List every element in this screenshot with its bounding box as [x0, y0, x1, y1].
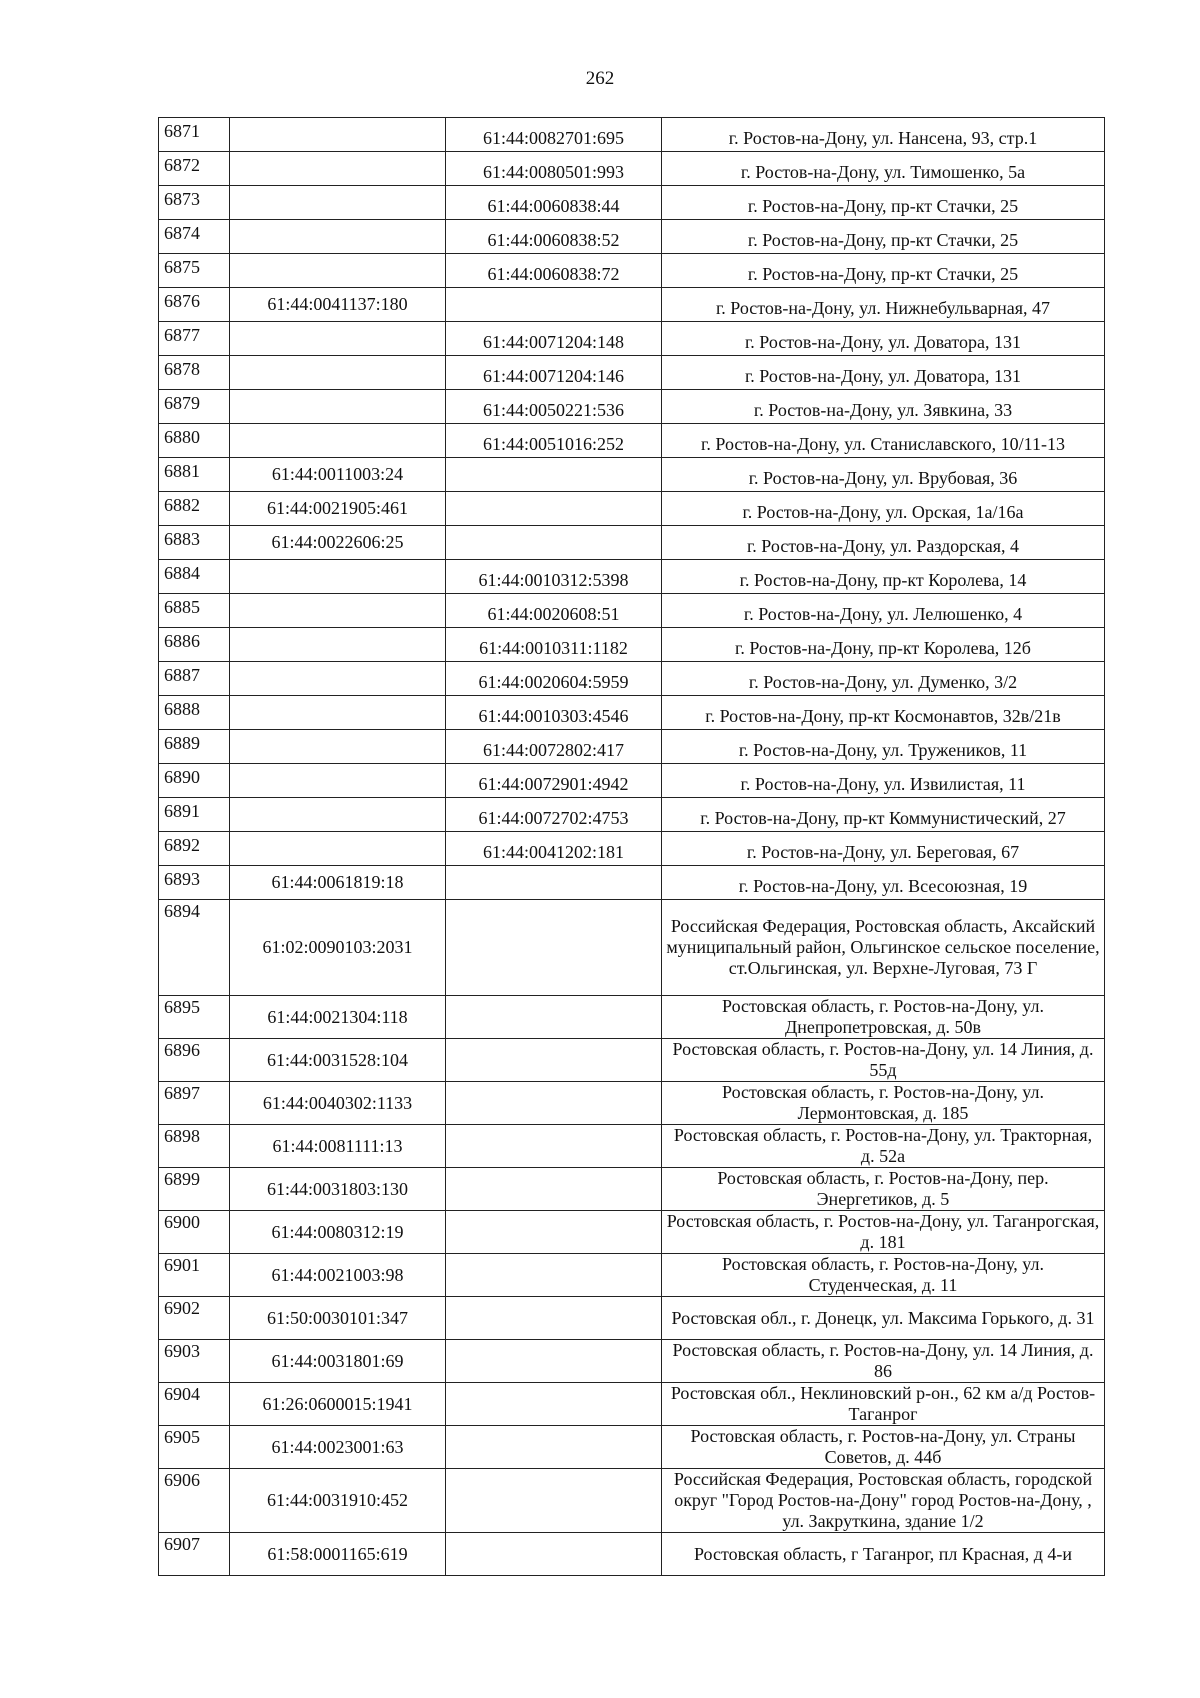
table-row	[159, 1125, 1105, 1168]
address-cell: Ростовская область, г. Ростов-на-Дону, ул. Студенческая, д. 11	[662, 1254, 1105, 1297]
cadastral-number-secondary-cell: 61:44:0010303:4546	[446, 696, 662, 730]
row-number-cell: 6900	[159, 1211, 230, 1254]
row-number-cell: 6894	[159, 900, 230, 996]
cadastral-number-cell	[230, 798, 446, 832]
address-cell: Ростовская область, г. Ростов-на-Дону, ул. Таганрогская, д. 181	[662, 1211, 1105, 1254]
address-cell: г. Ростов-на-Дону, ул. Раздорская, 4	[662, 526, 1105, 560]
table-row	[159, 764, 1105, 798]
row-number-cell: 6875	[159, 254, 230, 288]
address-cell: г. Ростов-на-Дону, пр-кт Королева, 12б	[662, 628, 1105, 662]
cadastral-number-secondary-cell	[446, 1533, 662, 1576]
table-row	[159, 594, 1105, 628]
address-cell: г. Ростов-на-Дону, ул. Тружеников, 11	[662, 730, 1105, 764]
cadastral-number-cell	[230, 220, 446, 254]
table-row	[159, 288, 1105, 322]
table-row	[159, 118, 1105, 152]
cadastral-number-cell: 61:44:0031910:452	[230, 1469, 446, 1533]
cadastral-number-secondary-cell: 61:44:0020604:5959	[446, 662, 662, 696]
cadastral-number-cell: 61:44:0061819:18	[230, 866, 446, 900]
row-number-cell: 6901	[159, 1254, 230, 1297]
table-row	[159, 628, 1105, 662]
table-row	[159, 322, 1105, 356]
row-number-cell: 6879	[159, 390, 230, 424]
cadastral-number-secondary-cell: 61:44:0051016:252	[446, 424, 662, 458]
cadastral-number-secondary-cell: 61:44:0041202:181	[446, 832, 662, 866]
table-row	[159, 424, 1105, 458]
table-row	[159, 1383, 1105, 1426]
cadastral-number-cell: 61:44:0011003:24	[230, 458, 446, 492]
address-cell: Ростовская область, г. Ростов-на-Дону, ул. 14 Линия, д. 86	[662, 1340, 1105, 1383]
cadastral-number-secondary-cell: 61:44:0010312:5398	[446, 560, 662, 594]
table-row	[159, 1039, 1105, 1082]
address-cell: г. Ростов-на-Дону, ул. Думенко, 3/2	[662, 662, 1105, 696]
cadastral-number-cell: 61:44:0041137:180	[230, 288, 446, 322]
row-number-cell: 6899	[159, 1168, 230, 1211]
table-row	[159, 1254, 1105, 1297]
cadastral-number-secondary-cell: 61:44:0071204:148	[446, 322, 662, 356]
address-cell: Ростовская область, г. Ростов-на-Дону, ул. Лермонтовская, д. 185	[662, 1082, 1105, 1125]
cadastral-number-cell: 61:44:0021304:118	[230, 996, 446, 1039]
row-number-cell: 6889	[159, 730, 230, 764]
cadastral-number-cell: 61:44:0021905:461	[230, 492, 446, 526]
table-row	[159, 832, 1105, 866]
cadastral-number-cell	[230, 662, 446, 696]
cadastral-number-secondary-cell	[446, 1125, 662, 1168]
table-row	[159, 526, 1105, 560]
cadastral-number-secondary-cell	[446, 1039, 662, 1082]
row-number-cell: 6897	[159, 1082, 230, 1125]
address-cell: г. Ростов-на-Дону, пр-кт Королева, 14	[662, 560, 1105, 594]
cadastral-number-secondary-cell	[446, 1426, 662, 1469]
table-row	[159, 1082, 1105, 1125]
row-number-cell: 6893	[159, 866, 230, 900]
row-number-cell: 6878	[159, 356, 230, 390]
row-number-cell: 6892	[159, 832, 230, 866]
cadastral-number-secondary-cell: 61:44:0072802:417	[446, 730, 662, 764]
cadastral-number-secondary-cell: 61:44:0072702:4753	[446, 798, 662, 832]
cadastral-number-secondary-cell	[446, 1383, 662, 1426]
cadastral-number-cell	[230, 152, 446, 186]
cadastral-number-secondary-cell: 61:44:0050221:536	[446, 390, 662, 424]
cadastral-number-cell: 61:44:0080312:19	[230, 1211, 446, 1254]
address-cell: г. Ростов-на-Дону, ул. Доватора, 131	[662, 356, 1105, 390]
cadastral-number-cell	[230, 560, 446, 594]
address-cell: Ростовская обл., Неклиновский р-он., 62 км а/д Ростов-Таганрог	[662, 1383, 1105, 1426]
address-cell: г. Ростов-на-Дону, пр-кт Космонавтов, 32в/21в	[662, 696, 1105, 730]
cadastral-number-secondary-cell: 61:44:0060838:44	[446, 186, 662, 220]
cadastral-number-cell: 61:44:0021003:98	[230, 1254, 446, 1297]
address-cell: г. Ростов-на-Дону, ул. Извилистая, 11	[662, 764, 1105, 798]
cadastral-number-secondary-cell: 61:44:0010311:1182	[446, 628, 662, 662]
row-number-cell: 6904	[159, 1383, 230, 1426]
table-row	[159, 1469, 1105, 1533]
row-number-cell: 6902	[159, 1297, 230, 1340]
row-number-cell: 6882	[159, 492, 230, 526]
cadastral-number-cell: 61:44:0023001:63	[230, 1426, 446, 1469]
cadastral-number-cell: 61:58:0001165:619	[230, 1533, 446, 1576]
row-number-cell: 6888	[159, 696, 230, 730]
cadastral-number-cell	[230, 390, 446, 424]
row-number-cell: 6873	[159, 186, 230, 220]
address-cell: Ростовская обл., г. Донецк, ул. Максима Горького, д. 31	[662, 1297, 1105, 1340]
address-cell: г. Ростов-на-Дону, ул. Всесоюзная, 19	[662, 866, 1105, 900]
address-cell: Российская Федерация, Ростовская область, Аксайский муниципальный район, Ольгинское сельское поселение, ст.Ольгинская, ул. Верхне-Луговая, 73 Г	[662, 900, 1105, 996]
table-row	[159, 662, 1105, 696]
cadastral-registry-table	[158, 117, 1105, 1576]
address-cell: г. Ростов-на-Дону, ул. Лелюшенко, 4	[662, 594, 1105, 628]
cadastral-number-secondary-cell	[446, 458, 662, 492]
table-row	[159, 254, 1105, 288]
cadastral-number-secondary-cell: 61:44:0060838:72	[446, 254, 662, 288]
cadastral-number-secondary-cell: 61:44:0080501:993	[446, 152, 662, 186]
table-row	[159, 186, 1105, 220]
address-cell: г. Ростов-на-Дону, пр-кт Коммунистический, 27	[662, 798, 1105, 832]
table-row	[159, 220, 1105, 254]
address-cell: Российская Федерация, Ростовская область, городской округ "Город Ростов-на-Дону" город Ростов-на-Дону, , ул. Закруткина, здание 1/2	[662, 1469, 1105, 1533]
cadastral-number-secondary-cell	[446, 1168, 662, 1211]
cadastral-number-secondary-cell	[446, 492, 662, 526]
table-row	[159, 1426, 1105, 1469]
row-number-cell: 6883	[159, 526, 230, 560]
row-number-cell: 6905	[159, 1426, 230, 1469]
table-row	[159, 996, 1105, 1039]
address-cell: г. Ростов-на-Дону, ул. Береговая, 67	[662, 832, 1105, 866]
table-row	[159, 866, 1105, 900]
row-number-cell: 6884	[159, 560, 230, 594]
row-number-cell: 6898	[159, 1125, 230, 1168]
table-row	[159, 458, 1105, 492]
cadastral-number-cell: 61:44:0031803:130	[230, 1168, 446, 1211]
address-cell: Ростовская область, г. Ростов-на-Дону, ул. Тракторная, д. 52а	[662, 1125, 1105, 1168]
address-cell: г. Ростов-на-Дону, пр-кт Стачки, 25	[662, 220, 1105, 254]
cadastral-number-secondary-cell	[446, 526, 662, 560]
cadastral-number-cell	[230, 356, 446, 390]
address-cell: г. Ростов-на-Дону, ул. Зявкина, 33	[662, 390, 1105, 424]
row-number-cell: 6890	[159, 764, 230, 798]
address-cell: г. Ростов-на-Дону, ул. Нижнебульварная, 47	[662, 288, 1105, 322]
row-number-cell: 6895	[159, 996, 230, 1039]
cadastral-number-cell	[230, 254, 446, 288]
table-row	[159, 492, 1105, 526]
cadastral-number-cell	[230, 730, 446, 764]
row-number-cell: 6881	[159, 458, 230, 492]
table-row	[159, 1211, 1105, 1254]
row-number-cell: 6880	[159, 424, 230, 458]
table-row	[159, 696, 1105, 730]
cadastral-number-secondary-cell	[446, 1211, 662, 1254]
row-number-cell: 6907	[159, 1533, 230, 1576]
address-cell: Ростовская область, г Таганрог, пл Красная, д 4-и	[662, 1533, 1105, 1576]
cadastral-number-cell	[230, 628, 446, 662]
cadastral-number-secondary-cell: 61:44:0020608:51	[446, 594, 662, 628]
cadastral-number-cell: 61:02:0090103:2031	[230, 900, 446, 996]
page-number: 262	[585, 68, 615, 89]
address-cell: г. Ростов-на-Дону, ул. Врубовая, 36	[662, 458, 1105, 492]
row-number-cell: 6886	[159, 628, 230, 662]
address-cell: г. Ростов-на-Дону, ул. Доватора, 131	[662, 322, 1105, 356]
cadastral-number-cell: 61:44:0022606:25	[230, 526, 446, 560]
cadastral-number-cell	[230, 764, 446, 798]
cadastral-number-secondary-cell	[446, 1469, 662, 1533]
cadastral-number-cell	[230, 186, 446, 220]
address-cell: Ростовская область, г. Ростов-на-Дону, ул. Днепропетровская, д. 50в	[662, 996, 1105, 1039]
address-cell: Ростовская область, г. Ростов-на-Дону, ул. Страны Советов, д. 44б	[662, 1426, 1105, 1469]
cadastral-number-secondary-cell: 61:44:0082701:695	[446, 118, 662, 152]
cadastral-number-cell	[230, 594, 446, 628]
cadastral-number-secondary-cell	[446, 288, 662, 322]
cadastral-number-cell: 61:50:0030101:347	[230, 1297, 446, 1340]
cadastral-number-secondary-cell: 61:44:0060838:52	[446, 220, 662, 254]
cadastral-number-secondary-cell: 61:44:0072901:4942	[446, 764, 662, 798]
row-number-cell: 6877	[159, 322, 230, 356]
address-cell: г. Ростов-на-Дону, ул. Станиславского, 10/11-13	[662, 424, 1105, 458]
address-cell: г. Ростов-на-Дону, ул. Нансена, 93, стр.1	[662, 118, 1105, 152]
row-number-cell: 6885	[159, 594, 230, 628]
cadastral-number-secondary-cell	[446, 1340, 662, 1383]
row-number-cell: 6891	[159, 798, 230, 832]
cadastral-number-cell: 61:44:0031801:69	[230, 1340, 446, 1383]
cadastral-number-cell	[230, 696, 446, 730]
cadastral-number-secondary-cell	[446, 866, 662, 900]
table-row	[159, 390, 1105, 424]
cadastral-number-secondary-cell	[446, 900, 662, 996]
table-row	[159, 730, 1105, 764]
cadastral-number-cell	[230, 424, 446, 458]
table-row	[159, 1533, 1105, 1576]
cadastral-number-secondary-cell	[446, 996, 662, 1039]
address-cell: г. Ростов-на-Дону, пр-кт Стачки, 25	[662, 186, 1105, 220]
cadastral-number-cell	[230, 832, 446, 866]
address-cell: г. Ростов-на-Дону, ул. Тимошенко, 5а	[662, 152, 1105, 186]
table-body	[159, 118, 1105, 1576]
cadastral-number-secondary-cell: 61:44:0071204:146	[446, 356, 662, 390]
table-row	[159, 356, 1105, 390]
table-row	[159, 1168, 1105, 1211]
row-number-cell: 6906	[159, 1469, 230, 1533]
address-cell: Ростовская область, г. Ростов-на-Дону, ул. 14 Линия, д. 55д	[662, 1039, 1105, 1082]
cadastral-number-cell: 61:44:0031528:104	[230, 1039, 446, 1082]
row-number-cell: 6872	[159, 152, 230, 186]
table-row	[159, 152, 1105, 186]
row-number-cell: 6876	[159, 288, 230, 322]
address-cell: Ростовская область, г. Ростов-на-Дону, пер. Энергетиков, д. 5	[662, 1168, 1105, 1211]
cadastral-number-cell: 61:44:0081111:13	[230, 1125, 446, 1168]
table-row	[159, 1340, 1105, 1383]
table-row	[159, 1297, 1105, 1340]
cadastral-number-secondary-cell	[446, 1254, 662, 1297]
row-number-cell: 6871	[159, 118, 230, 152]
cadastral-number-cell	[230, 118, 446, 152]
table-row	[159, 900, 1105, 996]
row-number-cell: 6887	[159, 662, 230, 696]
cadastral-number-cell	[230, 322, 446, 356]
address-cell: г. Ростов-на-Дону, ул. Орская, 1а/16а	[662, 492, 1105, 526]
table-row	[159, 560, 1105, 594]
row-number-cell: 6896	[159, 1039, 230, 1082]
cadastral-number-cell: 61:44:0040302:1133	[230, 1082, 446, 1125]
address-cell: г. Ростов-на-Дону, пр-кт Стачки, 25	[662, 254, 1105, 288]
cadastral-number-secondary-cell	[446, 1082, 662, 1125]
row-number-cell: 6903	[159, 1340, 230, 1383]
row-number-cell: 6874	[159, 220, 230, 254]
cadastral-number-cell: 61:26:0600015:1941	[230, 1383, 446, 1426]
cadastral-number-secondary-cell	[446, 1297, 662, 1340]
table-row	[159, 798, 1105, 832]
